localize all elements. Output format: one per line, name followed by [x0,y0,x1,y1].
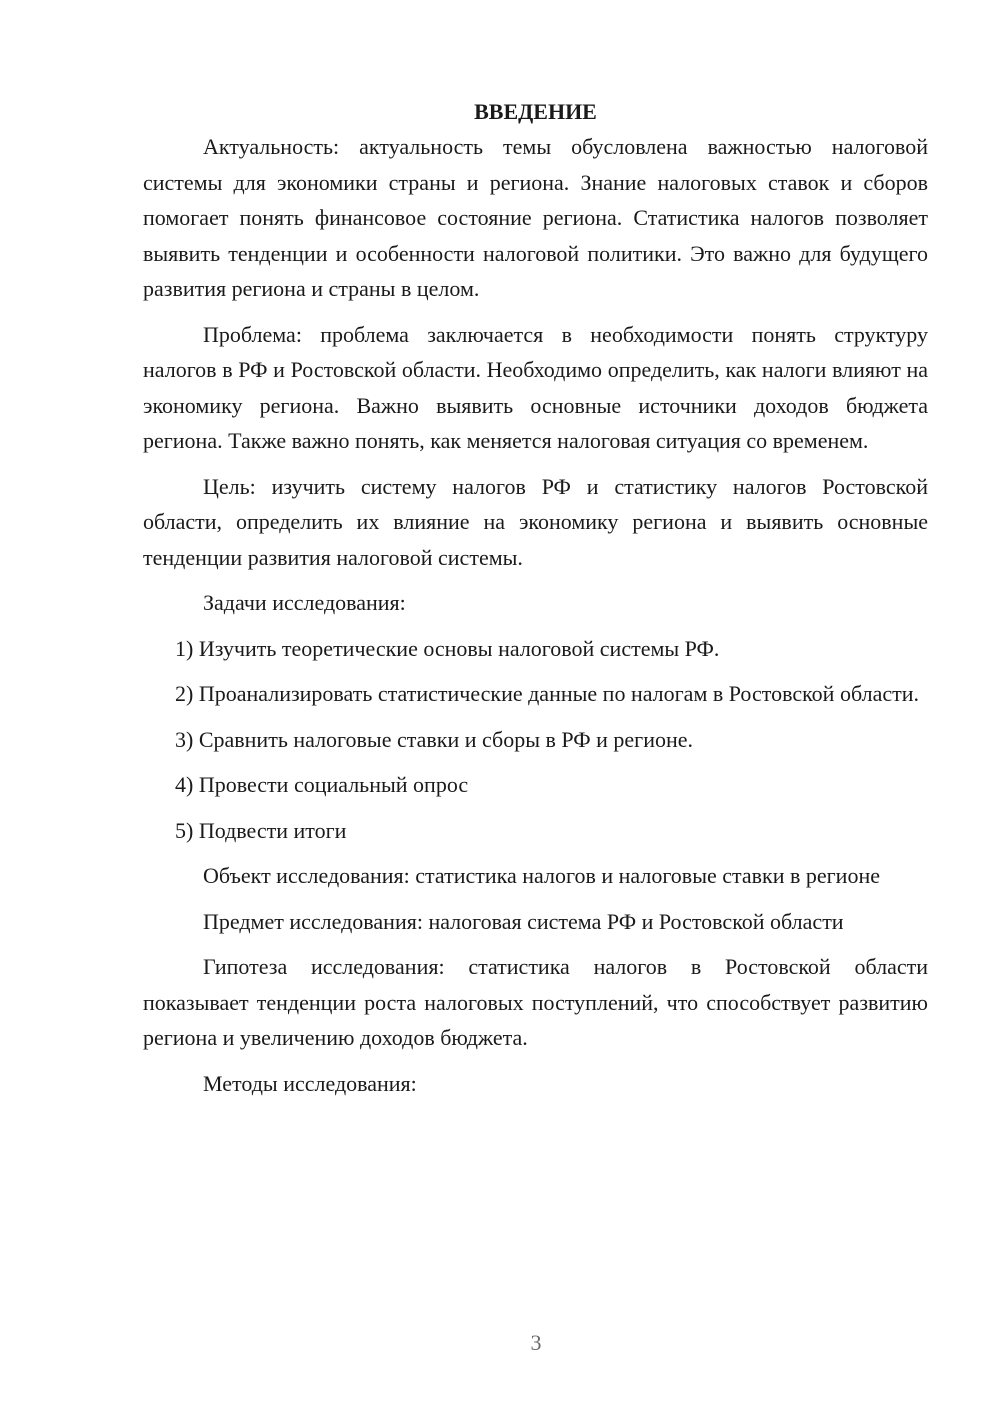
list-item: 3) Сравнить налоговые ставки и сборы в РФ и регионе. [175,726,694,752]
list-item: 4) Провести социальный опрос [175,772,469,797]
section-title: ВВЕДЕНИЕ [474,99,597,124]
list-item: 5) Подвести итоги [175,817,347,843]
list-item: 1) Изучить теоретические основы налоговой системы РФ. [175,635,720,661]
subject-paragraph: Предмет исследования: налоговая система РФ и Ростовской области [203,908,844,934]
problem-paragraph: Проблема: проблема заключается в необходимости понять структуру налогов в РФ и Ростовской области. Необходимо определить, как налоги влияют на экономику региона. Важно выявить основные источники доходов бюджета региона. Также важно понять, как меняется налоговая ситуация со временем. [143,321,928,453]
methods-heading: Методы исследования: [203,1070,417,1096]
hypothesis-paragraph: Гипотеза исследования: статистика налогов в Ростовской области показывает тенденции роста налоговых поступлений, что способствует развитию региона и увеличению доходов бюджета. [143,954,928,1050]
goal-paragraph: Цель: изучить систему налогов РФ и статистику налогов Ростовской области, определить их влияние на экономику региона и выявить основные тенденции развития налоговой системы. [143,473,928,570]
tasks-list [143,631,928,849]
list-item: 2) Проанализировать статистические данные по налогам в Ростовской области. [175,681,919,706]
relevance-paragraph: Актуальность: актуальность темы обусловлена важностью налоговой системы для экономики страны и региона. Знание налоговых ставок и сборов помогает понять финансовое состояние региона. Статистика налогов позволяет выявить тенденции и особенности налоговой политики. Это важно для будущего развития региона и страны в целом. [143,134,928,301]
document-page [143,94,928,1111]
tasks-heading: Задачи исследования: [203,590,406,615]
object-paragraph: Объект исследования: статистика налогов и налоговые ставки в регионе [203,863,880,888]
page-number: 3 [530,1330,542,1355]
